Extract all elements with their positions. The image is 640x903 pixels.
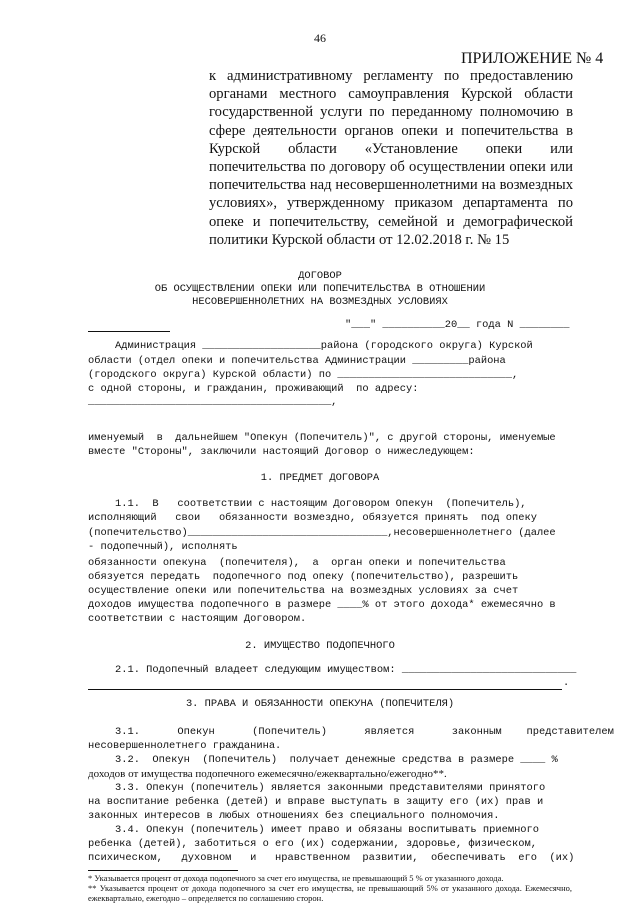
footnote: ** Указывается процент от дохода подопечного за счет его имущества, не превышающий 5% от указанного дохода. Ежемесячно, ежеквартально, ежегодно – определяется по соглашению сторон.	[88, 883, 572, 903]
section-1-line: 1.1. В соответствии с настоящим Договором Опекун (Попечитель),	[115, 498, 527, 510]
preamble-line: с одной стороны, и гражданин, проживающий по адресу:	[88, 383, 419, 395]
section-3-line: ребенка (детей), заботиться о его (их) содержании, здоровье, физическом,	[88, 838, 537, 850]
section-1-line: соответствии с настоящим Договором.	[88, 613, 307, 625]
section-1-line: исполняющий свои обязанности возмездно, обязуется принять под опеку	[88, 512, 537, 524]
section-1-line: доходов имущества подопечного в размере ____% от этого дохода* ежемесячно в	[88, 599, 556, 611]
section-3-title: 3. ПРАВА И ОБЯЗАННОСТИ ОПЕКУНА (ПОПЕЧИТЕЛЯ)	[185, 698, 455, 710]
property-line-end: .	[563, 677, 570, 689]
section-1-title: 1. ПРЕДМЕТ ДОГОВОРА	[260, 472, 380, 484]
footnote: * Указывается процент от дохода подопечного за счет его имущества, не превышающий 5 % от указанного дохода.	[88, 873, 504, 883]
preamble-line: Администрация ___________________района (городского округа) Курской	[115, 340, 533, 352]
footnote-separator	[88, 870, 238, 871]
section-3-line: на воспитание ребенка (детей) и вправе выступать в защиту его (их) прав и	[88, 796, 544, 808]
section-1-line: обязанности опекуна (попечителя), а орган опеки и попечительства	[88, 557, 506, 569]
section-2-title: 2. ИМУЩЕСТВО ПОДОПЕЧНОГО	[245, 640, 395, 652]
section-3-line: доходов от имущества подопечного ежемесячно/ежеквартально/ежегодно**.	[88, 768, 447, 780]
preamble-line: _______________________________________,	[88, 396, 338, 408]
section-2-line: 2.1. Подопечный владеет следующим имуществом: ____________________________	[115, 664, 577, 676]
place-blank-line	[88, 331, 170, 332]
preamble-line: (городского округа) Курской области) по ____________________________,	[88, 369, 519, 381]
contract-title-line: ОБ ОСУЩЕСТВЛЕНИИ ОПЕКИ ИЛИ ПОПЕЧИТЕЛЬСТВА В ОТНОШЕНИИ	[154, 283, 486, 295]
appendix-title: ПРИЛОЖЕНИЕ № 4	[461, 50, 604, 67]
section-1-line: осуществление опеки или попечительства на возмездных условиях за счет	[88, 585, 519, 597]
page-number: 46	[314, 31, 326, 45]
section-3-line: 3.4. Опекун (попечитель) имеет право и обязаны воспитывать приемного	[115, 824, 540, 836]
contract-title-line: ДОГОВОР	[298, 270, 342, 282]
section-1-line: обязуется передать подопечного под опеку (попечительство), разрешить	[88, 571, 519, 583]
footnotes	[88, 868, 572, 903]
appendix-description: к административному регламенту по предоставлению органами местного самоуправления Курской области государственной услуги по переданному полномочию в сфере деятельности органов опеки и попечительства в Курской области «Установление опеки или попечительства по договору об осуществлении опеки или попечительства над несовершеннолетними на возмездных условиях», утвержденному приказом департамента по опеке и попечительству, семейной и демографической политики Курской области от 12.02.2018 г. № 15	[209, 68, 573, 248]
contract-title-line: НЕСОВЕРШЕННОЛЕТНИХ НА ВОЗМЕЗДНЫХ УСЛОВИЯХ	[192, 296, 448, 308]
section-3-line: 3.1. Опекун (Попечитель) является законным представителем	[115, 726, 614, 738]
section-3-line: 3.2. Опекун (Попечитель) получает денежные средства в размере ____ %	[115, 754, 558, 766]
preamble-line: области (отдел опеки и попечительства Администрации _________района	[88, 355, 506, 367]
preamble-line: вместе "Стороны", заключили настоящий Договор о нижеследующем:	[88, 446, 475, 458]
section-3-line: психическом, духовном и нравственном развитии, обеспечивать его (их)	[88, 852, 575, 864]
section-3-line: законных интересов в любых отношениях без специального полномочия.	[88, 810, 500, 822]
property-blank-line	[88, 689, 562, 690]
preamble-line: именуемый в дальнейшем "Опекун (Попечитель)", с другой стороны, именуемые	[88, 432, 556, 444]
section-1-line: - подопечный), исполнять	[88, 541, 238, 553]
section-1-line: (попечительство)________________________________,несовершеннолетнего (далее	[88, 527, 556, 539]
contract-title	[0, 270, 640, 309]
section-3-line: несовершеннолетнего гражданина.	[88, 740, 282, 752]
section-3-line: 3.3. Опекун (попечитель) является законными представителями принятого	[115, 782, 546, 794]
contract-date-line: "___" __________20__ года N ________	[345, 319, 570, 331]
